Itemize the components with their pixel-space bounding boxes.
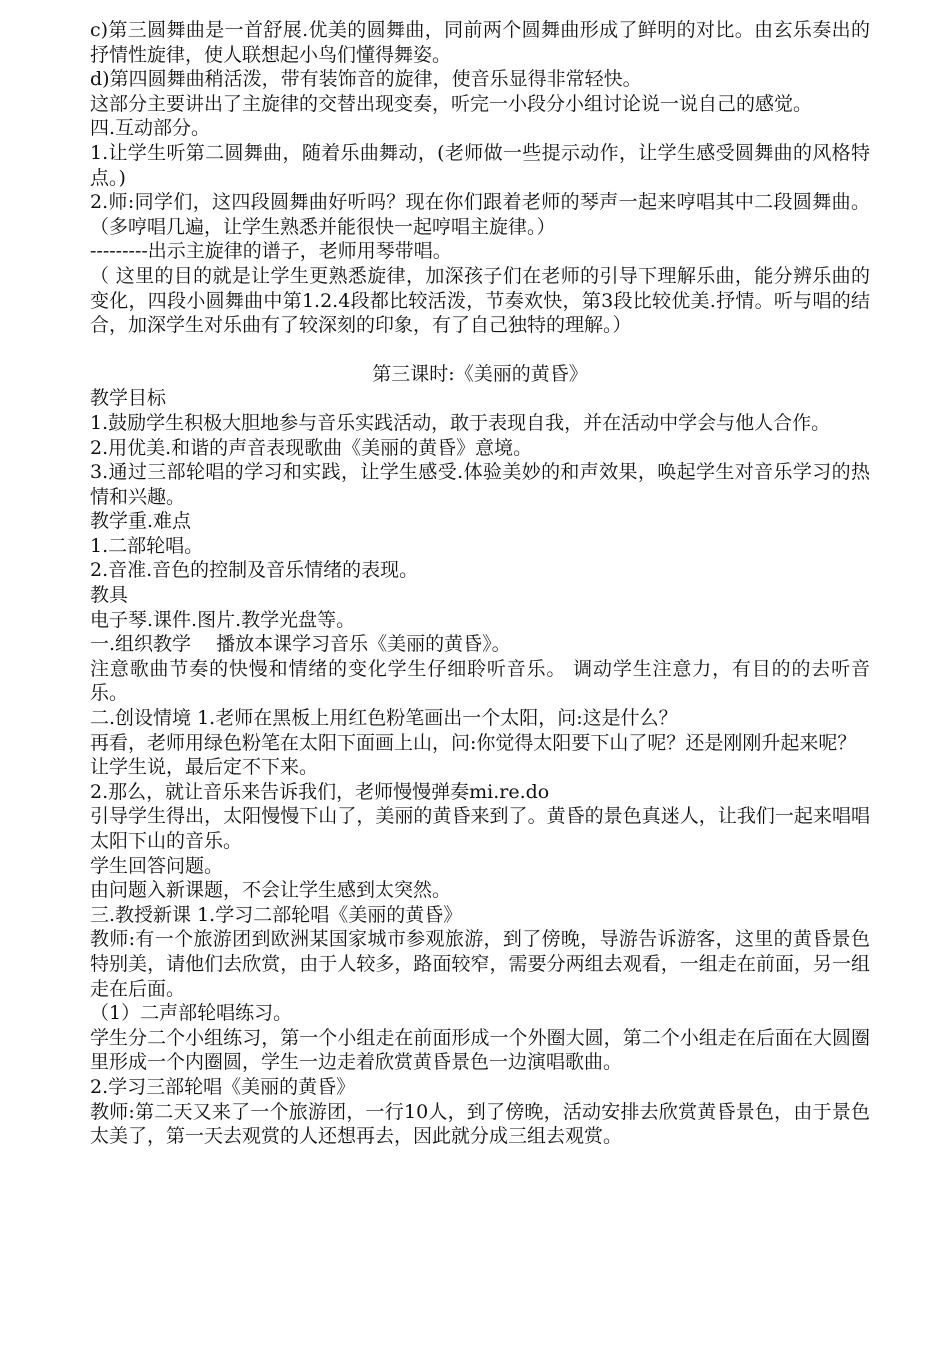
paragraph-guide-students: 引导学生得出，太阳慢慢下山了，美丽的黄昏来到了。黄昏的景色真迷人，让我们一起来唱唱太阳下山的音乐。: [90, 805, 870, 852]
section-heading-interaction: 四.互动部分。: [90, 117, 211, 140]
paragraph-purpose-note: （ 这里的目的就是让学生更熟悉旋律，加深孩子们在老师的引导下理解乐曲，能分辨乐曲的变化，四段小圆舞曲中第1.2.4段都比较活泼，节奏欢快，第3段比较优美.抒情。听与唱的结合，加深学生对乐曲有了较深刻的印象，有了自己独特的理解。）: [90, 264, 870, 337]
paragraph-tour-group-1: 教师:有一个旅游团到欧洲某国家城市参观旅游，到了傍晚，导游告诉游客，这里的黄昏景色特别美，请他们去欣赏，由于人较多，路面较窄，需要分两组去观看，一组走在前面，另一组走在后面。: [90, 928, 870, 1000]
section-organize-teaching: 一.组织教学 播放本课学习音乐《美丽的黄昏》。: [90, 633, 511, 656]
paragraph-students-answer: 学生回答问题。: [90, 854, 224, 877]
paragraph-draw-mountain: 再看，老师用绿色粉笔在太阳下面画上山，问:你觉得太阳要下山了呢？还是刚刚升起来呢？: [90, 731, 857, 754]
goal-item-3: 3.通过三部轮唱的学习和实践，让学生感受.体验美妙的和声效果，唤起学生对音乐学习的热情和兴趣。: [90, 461, 870, 508]
paragraph-two-part-practice: （1）二声部轮唱练习。: [90, 1002, 293, 1025]
paragraph-two-groups: 学生分二个小组练习，第一个小组走在前面形成一个外圈大圆，第二个小组走在后面在大圆圈里形成一个内圈圆，学生一边走着欣赏黄昏景色一边演唱歌曲。: [90, 1026, 870, 1074]
key-point-1: 1.二部轮唱。: [90, 534, 204, 557]
paragraph-waltz-3: c)第三圆舞曲是一首舒展.优美的圆舞曲，同前两个圆舞曲形成了鲜明的对比。由玄乐奏出的抒情性旋律，使人联想起小鸟们懂得舞姿。: [90, 19, 870, 66]
heading-teaching-goals: 教学目标: [90, 387, 167, 410]
section-create-scene: 二.创设情境 1.老师在黑板上用红色粉笔画出一个太阳，问:这是什么？: [90, 707, 678, 730]
paragraph-interaction-2: 2.师:同学们，这四段圆舞曲好听吗？现在你们跟着老师的琴声一起来哼唱其中二段圆舞曲。（多哼唱几遍，让学生熟悉并能很快一起哼唱主旋律。）: [90, 191, 870, 238]
goal-item-1: 1.鼓励学生积极大胆地参与音乐实践活动，敢于表现自我，并在活动中学会与他人合作。: [90, 411, 831, 434]
paragraph-listen-note: 注意歌曲节奏的快慢和情绪的变化学生仔细聆听音乐。 调动学生注意力，有目的的去听音乐。: [90, 657, 870, 705]
paragraph-play-notes: 2.那么，就让音乐来告诉我们，老师慢慢弹奏mi.re.do: [90, 780, 550, 803]
heading-key-points: 教学重.难点: [90, 510, 192, 533]
paragraph-discussion: 这部分主要讲出了主旋律的交替出现变奏，听完一小段分小组讨论说一说自己的感觉。: [90, 92, 813, 115]
paragraph-students-say: 让学生说，最后定不下来。: [90, 756, 319, 779]
key-point-2: 2.音准.音色的控制及音乐情绪的表现。: [90, 559, 419, 582]
document-page: [90, 18, 870, 1149]
section-teach-new-lesson: 三.教授新课 1.学习二部轮唱《美丽的黄昏》: [90, 903, 463, 926]
section-three-part-round: 2.学习三部轮唱《美丽的黄昏》: [90, 1075, 356, 1098]
goal-item-2: 2.用优美.和谐的声音表现歌曲《美丽的黄昏》意境。: [90, 436, 533, 459]
teaching-aids-list: 电子琴.课件.图片.教学光盘等。: [90, 608, 356, 631]
paragraph-tour-group-2: 教师:第二天又来了一个旅游团，一行10人，到了傍晚，活动安排去欣赏黄昏景色，由于景色太美了，第一天去观赏的人还想再去，因此就分成三组去观赏。: [90, 1100, 870, 1148]
paragraph-waltz-4: d)第四圆舞曲稍活泼，带有装饰音的旋律，使音乐显得非常轻快。: [90, 68, 642, 91]
paragraph-show-score: ---------出示主旋律的谱子，老师用琴带唱。: [90, 240, 452, 263]
heading-teaching-aids: 教具: [90, 584, 129, 607]
lesson-title: 第三课时:《美丽的黄昏》: [372, 362, 588, 385]
paragraph-interaction-1: 1.让学生听第二圆舞曲，随着乐曲舞动，(老师做一些提示动作，让学生感受圆舞曲的风格特点。): [90, 141, 870, 189]
paragraph-new-topic: 由问题入新课题，不会让学生感到太突然。: [90, 879, 452, 902]
